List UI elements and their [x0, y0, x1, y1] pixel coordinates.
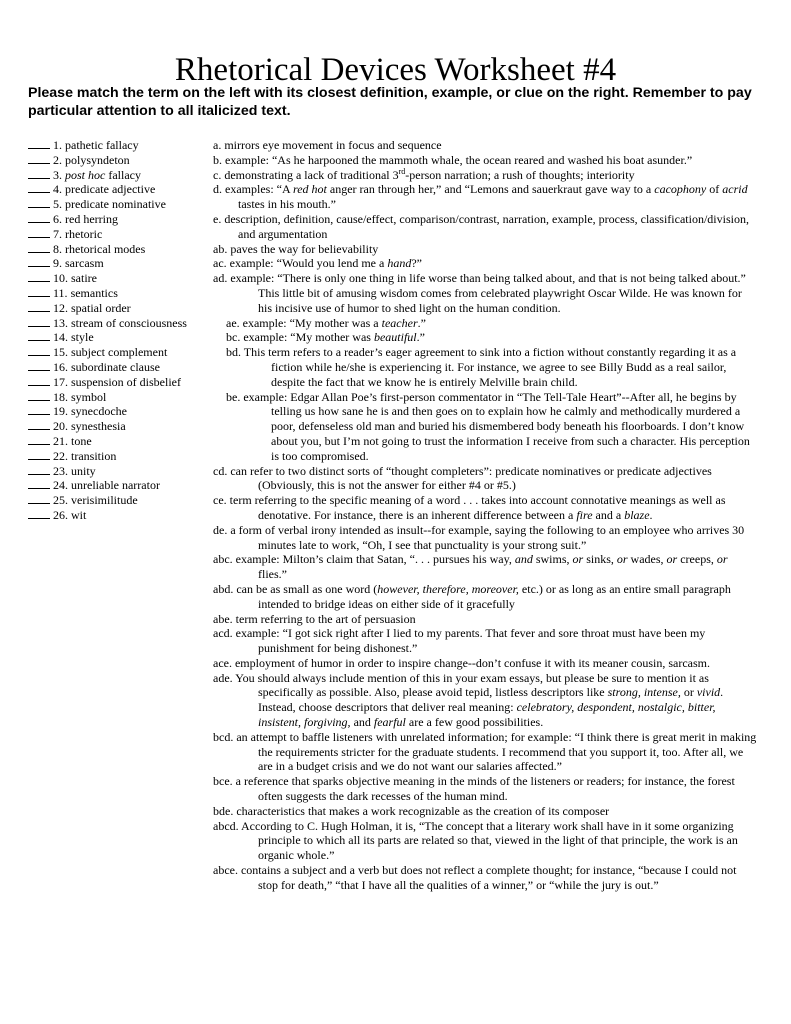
definition-text: example: “As he harpooned the mammoth whale, the ocean reared and washed his boat asunder.” — [225, 152, 693, 167]
answer-blank[interactable] — [28, 212, 50, 223]
definition-text: mirrors eye movement in focus and sequence — [224, 138, 442, 152]
definition-text: employment of humor in order to inspire change--don’t confuse it with its meaner cousin, sarcasm. — [234, 655, 710, 670]
term-number: 24. — [53, 478, 71, 493]
term-number: 2. — [53, 152, 65, 167]
definition-text: can refer to two distinct sorts of “thought completers”: predicate nominatives or predicate adjectives (Obviously, this is not the answer for either #4 or #5.) — [230, 463, 712, 493]
definition-text: an attempt to baffle listeners with unrelated information; for example: “I think there is great merit in making the requirements stricter for the graduate students. I recommend that you support it, too. After all, we are in a budget crisis and we do not want our salaries affected.” — [236, 729, 757, 774]
instructions: Please match the term on the left with its closest definition, example, or clue on the right. Remember to pay particular attention to all italicized text. — [28, 85, 752, 119]
term-item — [28, 404, 218, 419]
term-text: fallacy — [108, 167, 141, 182]
definition-label: ce. — [213, 493, 227, 508]
definition-italic: acrid — [722, 182, 748, 197]
definition-label: abc. — [213, 552, 233, 567]
answer-blank[interactable] — [28, 390, 50, 401]
term-text: subordinate clause — [71, 359, 160, 374]
answer-blank[interactable] — [28, 360, 50, 371]
definition-label: bcd. — [213, 729, 234, 744]
definition-text: term referring to the specific meaning of a word . . . takes into account connotative meanings as well as denotative. For instance, there is an inherent difference between a — [229, 493, 726, 522]
definition-item — [213, 819, 758, 863]
term-item — [28, 168, 218, 183]
term-number: 17. — [53, 374, 71, 389]
definition-label: c. — [213, 167, 222, 182]
definition-item — [213, 552, 758, 582]
term-item — [28, 360, 218, 375]
answer-blank[interactable] — [28, 256, 50, 267]
term-item — [28, 227, 218, 242]
answer-blank[interactable] — [28, 138, 50, 149]
term-text: tone — [71, 433, 92, 448]
term-item — [28, 153, 218, 168]
definition-text: description, definition, cause/effect, comparison/contrast, narration, example, process, classification/division, and argumentation — [224, 211, 749, 241]
definition-text: and — [350, 715, 374, 730]
definition-item — [213, 153, 758, 168]
definition-text: paves the way for believability — [230, 241, 379, 256]
term-number: 20. — [53, 419, 71, 434]
definition-text: swims, — [532, 552, 573, 567]
answer-blank[interactable] — [28, 197, 50, 208]
term-item — [28, 330, 218, 345]
definition-text: rd — [398, 166, 406, 176]
definition-text: term referring to the art of persuasion — [235, 611, 416, 626]
definition-text: sinks, — [583, 552, 617, 567]
term-text: verisimilitude — [71, 493, 138, 508]
answer-blank[interactable] — [28, 168, 50, 179]
definition-item — [213, 626, 758, 656]
definition-label: abcd. — [213, 818, 239, 833]
definition-text: or — [680, 685, 697, 700]
answer-blank[interactable] — [28, 464, 50, 475]
term-item — [28, 197, 218, 212]
answer-blank[interactable] — [28, 493, 50, 504]
definition-label: bd. — [226, 345, 241, 360]
answer-blank[interactable] — [28, 286, 50, 297]
definition-label: a. — [213, 138, 222, 152]
answer-blank[interactable] — [28, 478, 50, 489]
term-number: 6. — [53, 211, 65, 226]
answer-blank[interactable] — [28, 375, 50, 386]
definition-italic: or — [616, 552, 628, 567]
term-italic: post hoc — [65, 167, 106, 182]
term-text: unity — [71, 463, 96, 478]
term-text: style — [71, 330, 94, 345]
definition-text: According to C. Hugh Holman, it is, “The concept that a literary work shall have in it some organizing principle to which all its parts are related so that, viewed in the light of that principle, the work is an organic whole.” — [241, 818, 738, 863]
term-item — [28, 508, 218, 523]
term-number: 1. — [53, 138, 65, 152]
definition-item — [213, 138, 758, 153]
term-item — [28, 271, 218, 286]
definition-item — [213, 212, 758, 242]
definition-item — [213, 582, 758, 612]
definition-label: b. — [213, 152, 222, 167]
term-item — [28, 138, 218, 153]
definition-italic: cacophony — [654, 182, 707, 197]
definition-text: .” — [417, 315, 426, 330]
definition-text: etc.) or as long as an entire small paragraph intended to bridge ideas on either side of it gracefully — [258, 581, 731, 611]
term-number: 14. — [53, 330, 71, 345]
term-text: red herring — [65, 211, 118, 226]
answer-blank[interactable] — [28, 182, 50, 193]
term-item — [28, 182, 218, 197]
term-number: 7. — [53, 226, 65, 241]
answer-blank[interactable] — [28, 419, 50, 430]
definition-item — [213, 493, 758, 523]
answer-blank[interactable] — [28, 316, 50, 327]
definition-text: flies.” — [258, 567, 287, 582]
page-title: Rhetorical Devices Worksheet #4 — [174, 52, 617, 89]
definition-item — [213, 671, 758, 730]
answer-blank[interactable] — [28, 153, 50, 164]
definition-text: . Instead, choose descriptors that deliver real meaning: — [258, 685, 724, 715]
definition-italic: or — [716, 552, 728, 567]
definition-text: a form of verbal irony intended as insult--for example, saying the following to an employee who arrives 30 minutes late to work, “Oh, I see that punctuality is your strong suit.” — [230, 522, 745, 552]
definition-text: examples: “A — [225, 182, 293, 197]
term-number: 23. — [53, 463, 71, 478]
term-number: 21. — [53, 433, 71, 448]
definition-italic: vivid — [696, 685, 721, 700]
term-text: predicate nominative — [65, 197, 166, 212]
definition-item — [213, 168, 758, 183]
definition-item — [213, 271, 758, 315]
definition-text: contains a subject and a verb but does not reflect a complete thought; for instance, “because I could not stop for death,” “that I have all the qualities of a winner,” or “while the jury is out.” — [240, 863, 737, 892]
definition-label: ade. — [213, 670, 233, 685]
definition-italic: hand — [387, 256, 412, 271]
term-item — [28, 464, 218, 479]
terms-list — [28, 138, 218, 523]
definition-item — [226, 316, 758, 331]
term-text: rhetorical modes — [65, 241, 146, 256]
term-item — [28, 286, 218, 301]
answer-blank[interactable] — [28, 271, 50, 282]
term-number: 25. — [53, 493, 71, 508]
answer-blank[interactable] — [28, 301, 50, 312]
definition-text: a reference that sparks objective meaning in the minds of the listeners or readers; for instance, the forest often suggests the dark recesses of the human mind. — [235, 774, 735, 804]
definition-text: wades, — [627, 552, 667, 567]
definition-text: example: “I got sick right after I lied to my parents. That fever and sore throat must have been my punishment for being dishonest.” — [235, 626, 706, 656]
definition-italic: or — [666, 552, 678, 567]
term-number: 4. — [53, 182, 65, 197]
term-text: satire — [71, 271, 97, 286]
term-text: polysyndeton — [65, 152, 130, 167]
term-item — [28, 242, 218, 257]
answer-blank[interactable] — [28, 345, 50, 356]
term-text: semantics — [70, 285, 118, 300]
definition-label: ab. — [213, 241, 228, 256]
definition-label: d. — [213, 182, 222, 197]
definition-item — [213, 774, 758, 804]
term-item — [28, 449, 218, 464]
term-text: pathetic fallacy — [65, 138, 139, 152]
term-text: symbol — [71, 389, 107, 404]
term-text: predicate adjective — [65, 182, 156, 197]
definition-label: abd. — [213, 581, 234, 596]
term-text: subject complement — [71, 345, 168, 360]
term-number: 15. — [53, 345, 71, 360]
term-number: 22. — [53, 448, 71, 463]
term-number: 3. — [53, 167, 65, 182]
definition-text: example: Edgar Allan Poe’s first-person commentator in “The Tell-Tale Heart”--After all, he begins by telling us how sane he is and then goes on to explain how he calmly and methodically murdered a poor, defenseless old man and buried his dismembered body beneath his floorboards. I don’t know about you, but I’m not going to trust the information I receive from such a character. His perception is too compromised. — [243, 389, 750, 463]
definition-text: example: “There is only one thing in life worse than being talked about, and that is not being talked about.” This little bit of amusing wisdom comes from celebrated playwright Oscar Wilde. He was known for his incisive use of humor to shed light on the human condition. — [230, 271, 746, 315]
answer-blank[interactable] — [28, 508, 50, 519]
term-number: 10. — [53, 271, 71, 286]
definition-italic: red hot — [292, 182, 327, 197]
definition-label: e. — [213, 211, 222, 226]
definition-label: cd. — [213, 463, 228, 478]
term-item — [28, 419, 218, 434]
term-item — [28, 345, 218, 360]
definition-italic: strong, intense, — [607, 685, 681, 700]
definition-text: anger ran through her,” and “Lemons and sauerkraut gave way to a — [326, 182, 655, 197]
definition-text: creeps, — [677, 552, 717, 567]
answer-blank[interactable] — [28, 404, 50, 415]
definition-text: example: “My mother was — [243, 330, 374, 345]
definition-item — [213, 612, 758, 627]
term-number: 8. — [53, 241, 65, 256]
answer-blank[interactable] — [28, 449, 50, 460]
term-text: suspension of disbelief — [71, 374, 181, 389]
term-number: 19. — [53, 404, 71, 419]
definition-text: -person narration; a rush of thoughts; interiority — [405, 167, 635, 182]
definition-italic: or — [572, 552, 584, 567]
definition-text: example: Milton’s claim that Satan, “. . . pursues his way, — [235, 552, 515, 567]
term-text: spatial order — [71, 300, 131, 315]
definition-label: ac. — [213, 256, 227, 271]
definition-label: bc. — [226, 330, 241, 345]
definition-text: ?” — [411, 256, 422, 271]
term-item — [28, 256, 218, 271]
definition-item — [226, 345, 758, 389]
definitions-list — [213, 138, 758, 893]
definition-text: You should always include mention of this in your exam essays, but please be sure to mention it as specifically as possible. Also, please avoid tepid, listless descriptors like — [235, 670, 709, 700]
answer-blank[interactable] — [28, 330, 50, 341]
definition-item — [213, 256, 758, 271]
definition-item — [226, 330, 758, 345]
definition-text: . — [649, 507, 653, 522]
definition-italic: and — [514, 552, 533, 567]
definition-item — [213, 464, 758, 494]
term-item — [28, 301, 218, 316]
term-item — [28, 390, 218, 405]
definition-text: tastes in his mouth.” — [238, 197, 336, 212]
term-text: synesthesia — [71, 419, 126, 434]
term-number: 13. — [53, 315, 71, 330]
definition-item — [213, 656, 758, 671]
term-text: rhetoric — [65, 226, 103, 241]
definition-text: can be as small as one word ( — [236, 581, 378, 596]
definition-italic: however, therefore, moreover, — [377, 581, 519, 596]
definition-label: ae. — [226, 315, 240, 330]
definition-text: are a few good possibilities. — [405, 715, 544, 730]
definition-label: de. — [213, 522, 228, 537]
term-number: 11. — [53, 285, 71, 300]
term-item — [28, 375, 218, 390]
definition-italic: fire — [576, 507, 593, 522]
definition-italic: teacher — [381, 315, 418, 330]
definition-text: .” — [416, 330, 425, 345]
term-text: stream of consciousness — [71, 315, 187, 330]
definition-item — [213, 182, 758, 212]
term-item — [28, 212, 218, 227]
definition-label: abce. — [213, 863, 238, 878]
definition-italic: fearful — [373, 715, 406, 730]
answer-blank[interactable] — [28, 242, 50, 253]
definition-label: ace. — [213, 655, 232, 670]
term-text: unreliable narrator — [71, 478, 160, 493]
term-number: 5. — [53, 197, 65, 212]
definition-item — [213, 863, 758, 893]
term-number: 9. — [53, 256, 65, 271]
definition-label: ad. — [213, 271, 228, 286]
term-number: 12. — [53, 300, 71, 315]
definition-label: be. — [226, 389, 241, 404]
term-number: 16. — [53, 359, 71, 374]
term-item — [28, 493, 218, 508]
definition-italic: blaze — [624, 507, 650, 522]
definition-text: example: “My mother was a — [242, 315, 382, 330]
term-item — [28, 478, 218, 493]
definition-text: and a — [592, 507, 625, 522]
term-text: wit — [71, 507, 87, 522]
term-item — [28, 434, 218, 449]
definition-item — [213, 242, 758, 257]
definition-label: bce. — [213, 774, 233, 789]
definition-text: of — [706, 182, 723, 197]
term-text: transition — [71, 448, 117, 463]
answer-blank[interactable] — [28, 227, 50, 238]
definition-item — [226, 390, 758, 464]
definition-item — [213, 730, 758, 774]
definition-text: example: “Would you lend me a — [229, 256, 388, 271]
definition-text: This term refers to a reader’s eager agreement to sink into a fiction without constantly regarding it as a fiction while he/she is experiencing it. For instance, we agree to see Billy Budd as a real sailor, despite the fact that we know he is entirely Melville brain child. — [243, 345, 737, 389]
term-text: synecdoche — [71, 404, 127, 419]
definition-text: demonstrating a lack of traditional 3 — [224, 167, 399, 182]
definition-label: acd. — [213, 626, 233, 641]
definition-item — [213, 804, 758, 819]
term-text: sarcasm — [65, 256, 104, 271]
term-item — [28, 316, 218, 331]
term-number: 26. — [53, 507, 71, 522]
term-number: 18. — [53, 389, 71, 404]
definition-italic: celebratory, despondent, nostalgic, bitter, insistent, forgiving, — [258, 700, 716, 730]
definition-italic: beautiful — [373, 330, 417, 345]
definition-label: bde. — [213, 803, 234, 818]
definition-text: characteristics that makes a work recognizable as the creation of its composer — [236, 803, 610, 818]
answer-blank[interactable] — [28, 434, 50, 445]
definition-label: abe. — [213, 611, 233, 626]
definition-item — [213, 523, 758, 553]
